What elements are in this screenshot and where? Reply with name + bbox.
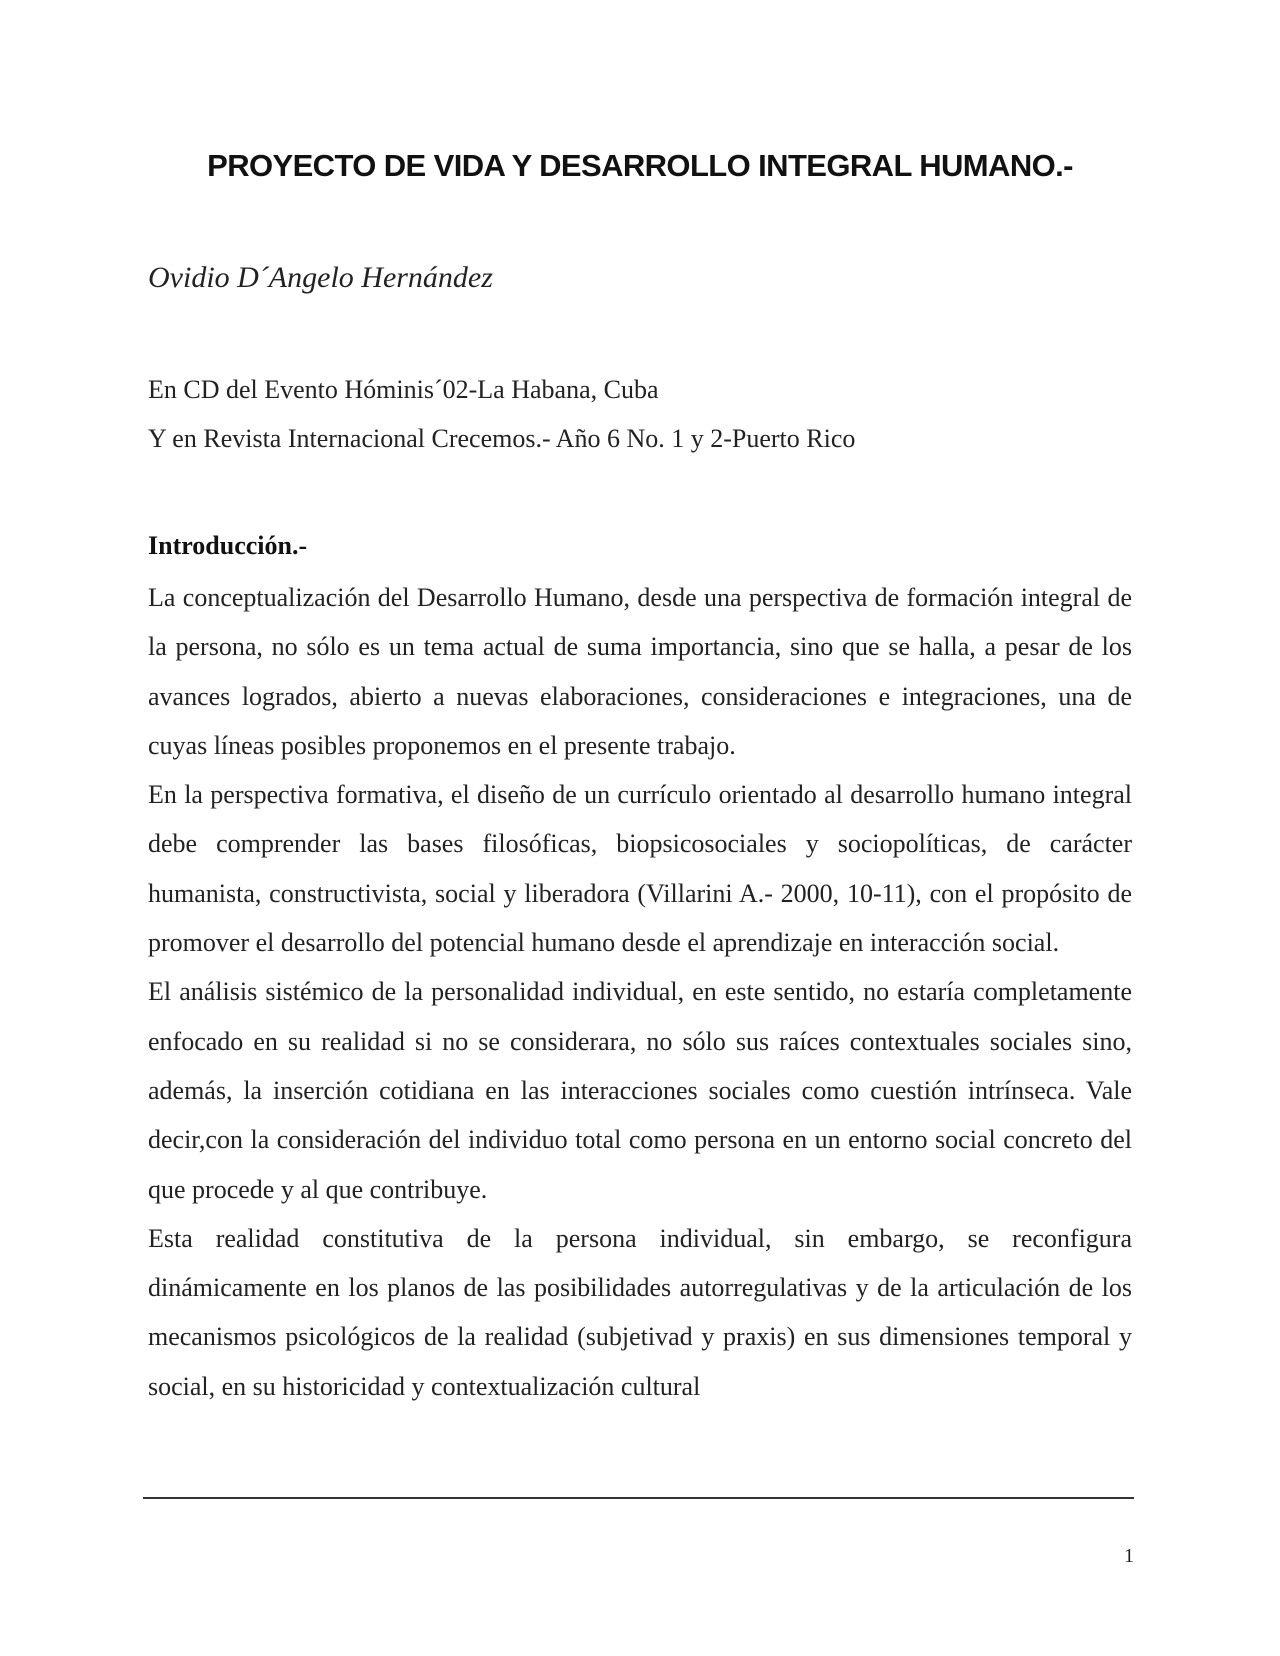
paragraph-1: La conceptualización del Desarrollo Humano, desde una perspectiva de formación integral de la persona, no sólo es un tema actual de suma importancia, sino que se halla, a pesar de los avances logrados, abierto a nuevas elaboraciones, consideraciones e integraciones, una de cuyas líneas posibles proponemos en el presente trabajo. bbox=[148, 583, 1132, 760]
source-line-1: En CD del Evento Hóminis´02-La Habana, Cuba bbox=[148, 375, 659, 404]
body-text bbox=[148, 573, 1132, 1411]
section-heading: Introducción.- bbox=[148, 531, 308, 560]
paragraph-3: El análisis sistémico de la personalidad individual, en este sentido, no estaría completamente enfocado en su realidad si no se considerara, no sólo sus raíces contextuales sociales sino, además, la inserción cotidiana en las interacciones sociales como cuestión intrínseca. Vale decir,con la consideración del individuo total como persona en un entorno social concreto del que procede y al que contribuye. bbox=[148, 977, 1132, 1204]
paragraph-2: En la perspectiva formativa, el diseño de un currículo orientado al desarrollo humano integral debe comprender las bases filosóficas, biopsicosociales y sociopolíticas, de carácter humanista, constructivista, social y liberadora (Villarini A.- 2000, 10-11), con el propósito de promover el desarrollo del potencial humano desde el aprendizaje en interacción social. bbox=[148, 780, 1132, 958]
document-title: PROYECTO DE VIDA Y DESARROLLO INTEGRAL HUMANO.- bbox=[207, 148, 1073, 183]
footer-divider bbox=[143, 1497, 1134, 1499]
paragraph-4: Esta realidad constitutiva de la persona individual, sin embargo, se reconfigura dinámicamente en los planos de las posibilidades autorregulativas y de la articulación de los mecanismos psicológicos de la realidad (subjetivad y praxis) en sus dimensiones temporal y social, en su historicidad y contextualización cultural bbox=[148, 1223, 1132, 1401]
page-number: 1 bbox=[1124, 1545, 1134, 1567]
author-name: Ovidio D´Angelo Hernández bbox=[148, 261, 493, 294]
source-line-2: Y en Revista Internacional Crecemos.- Año 6 No. 1 y 2-Puerto Rico bbox=[148, 424, 856, 453]
